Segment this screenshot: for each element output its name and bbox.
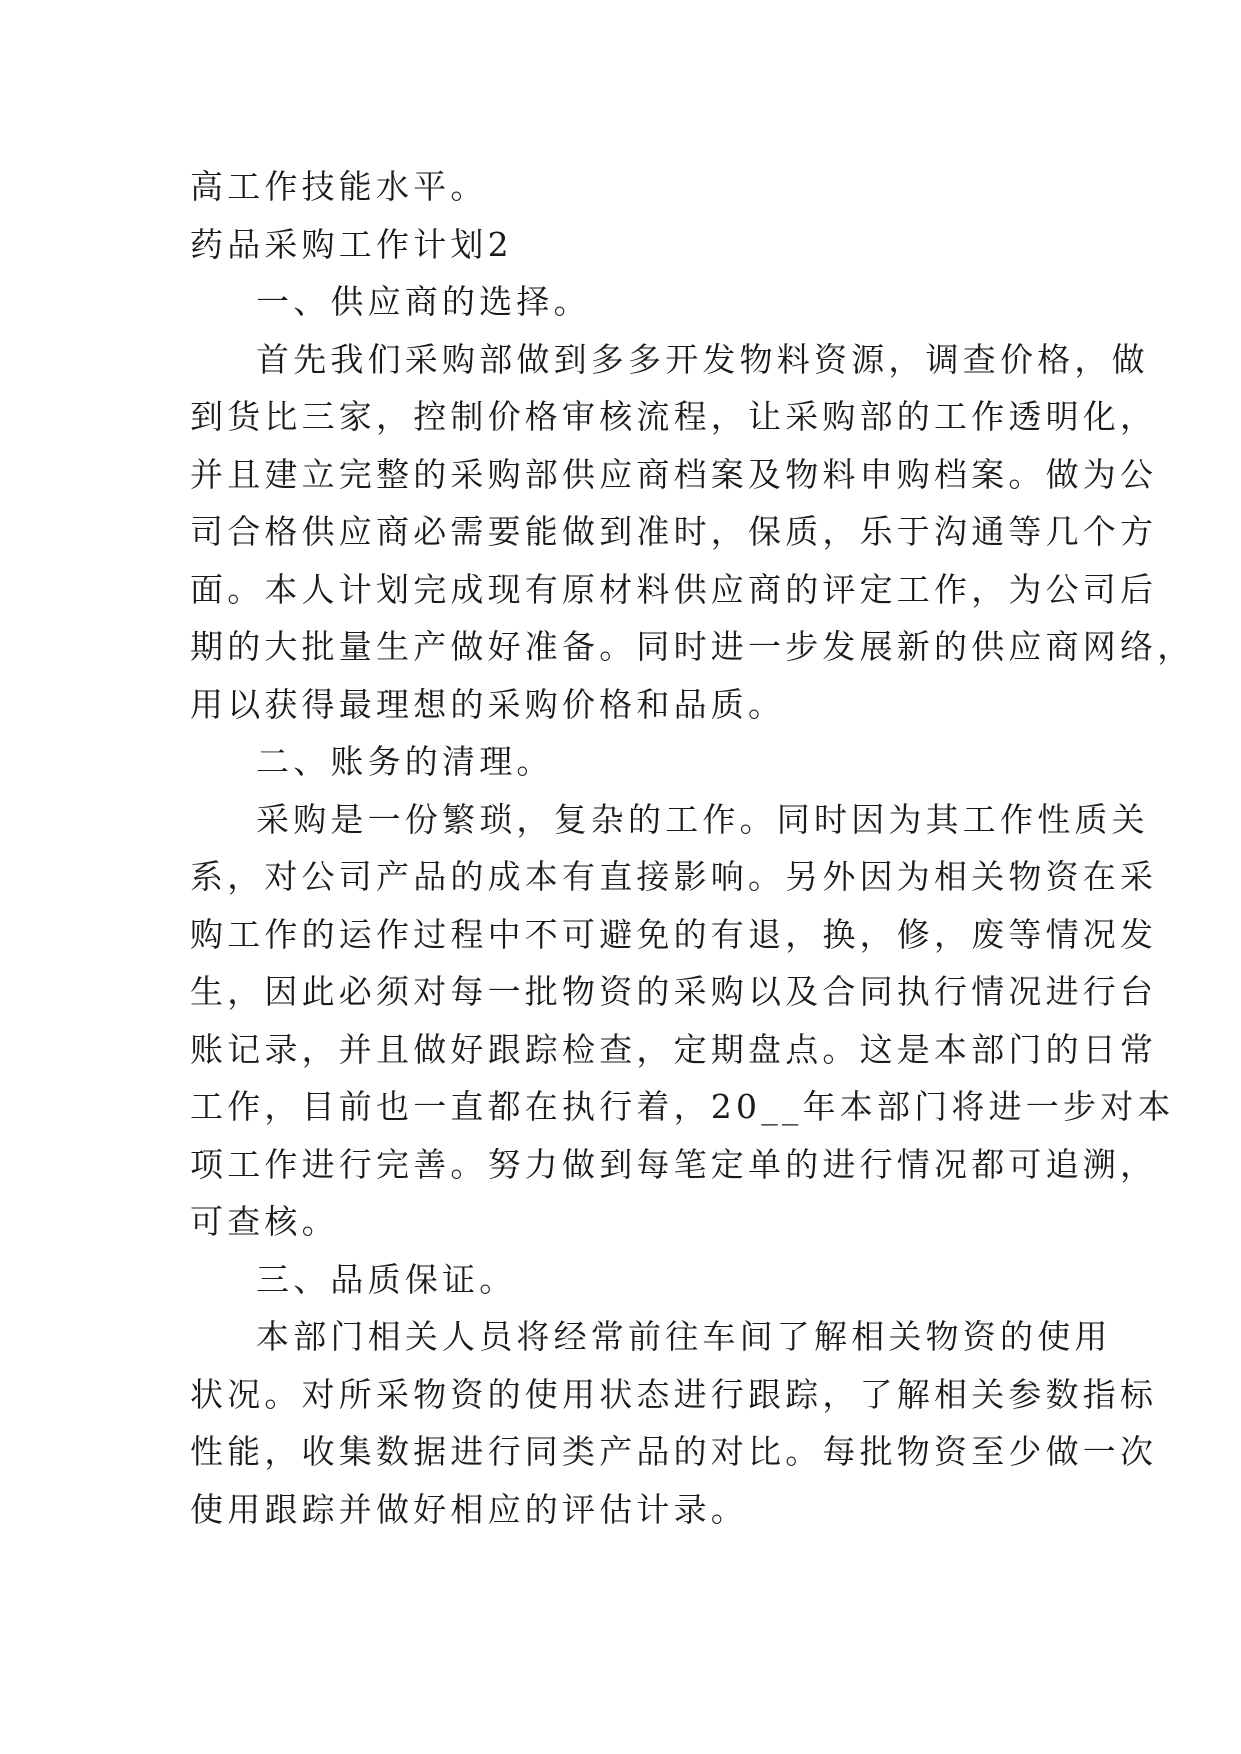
- paragraph-line: 并且建立完整的采购部供应商档案及物料申购档案。做为公: [190, 454, 1158, 494]
- paragraph-line: 本部门相关人员将经常前往车间了解相关物资的使用: [256, 1317, 1112, 1356]
- continuation-line: 高工作技能水平。: [190, 167, 488, 206]
- paragraph-line: 期的大批量生产做好准备。同时进一步发展新的供应商网络，: [190, 627, 1195, 666]
- paragraph-line: 状况。对所采物资的使用状态进行跟踪，了解相关参数指标: [190, 1374, 1158, 1414]
- section-heading-quality: 三、品质保证。: [256, 1259, 517, 1299]
- paragraph-line: 账记录，并且做好跟踪检查，定期盘点。这是本部门的日常: [190, 1029, 1158, 1069]
- paragraph-line: 司合格供应商必需要能做到准时，保质，乐于沟通等几个方: [190, 512, 1158, 551]
- paragraph-line: 使用跟踪并做好相应的评估计录。: [190, 1489, 748, 1529]
- paragraph-line: 购工作的运作过程中不可避免的有退，换，修，废等情况发: [190, 914, 1158, 954]
- paragraph-line: 工作，目前也一直都在执行着，20__年本部门将进一步对本: [190, 1087, 1175, 1126]
- paragraph-line: 系，对公司产品的成本有直接影响。另外因为相关物资在采: [190, 857, 1158, 896]
- paragraph-line: 生，因此必须对每一批物资的采购以及合同执行情况进行台: [190, 972, 1158, 1011]
- paragraph-line: 到货比三家，控制价格审核流程，让采购部的工作透明化，: [190, 397, 1158, 436]
- paragraph-line: 采购是一份繁琐，复杂的工作。同时因为其工作性质关: [256, 799, 1149, 839]
- document-body: [190, 158, 1195, 1538]
- document-title: 药品采购工作计划2: [190, 224, 513, 264]
- paragraph-line: 面。本人计划完成现有原材料供应商的评定工作，为公司后: [190, 569, 1158, 609]
- paragraph-line: 用以获得最理想的采购价格和品质。: [190, 684, 786, 724]
- paragraph-line: 性能，收集数据进行同类产品的对比。每批物资至少做一次: [190, 1432, 1158, 1471]
- paragraph-line: 项工作进行完善。努力做到每笔定单的进行情况都可追溯，: [190, 1144, 1158, 1184]
- paragraph-line: 首先我们采购部做到多多开发物料资源，调查价格，做: [256, 339, 1149, 379]
- paragraph-line: 可查核。: [190, 1202, 339, 1241]
- section-heading-suppliers: 一、供应商的选择。: [256, 282, 591, 321]
- section-heading-accounts: 二、账务的清理。: [256, 742, 554, 781]
